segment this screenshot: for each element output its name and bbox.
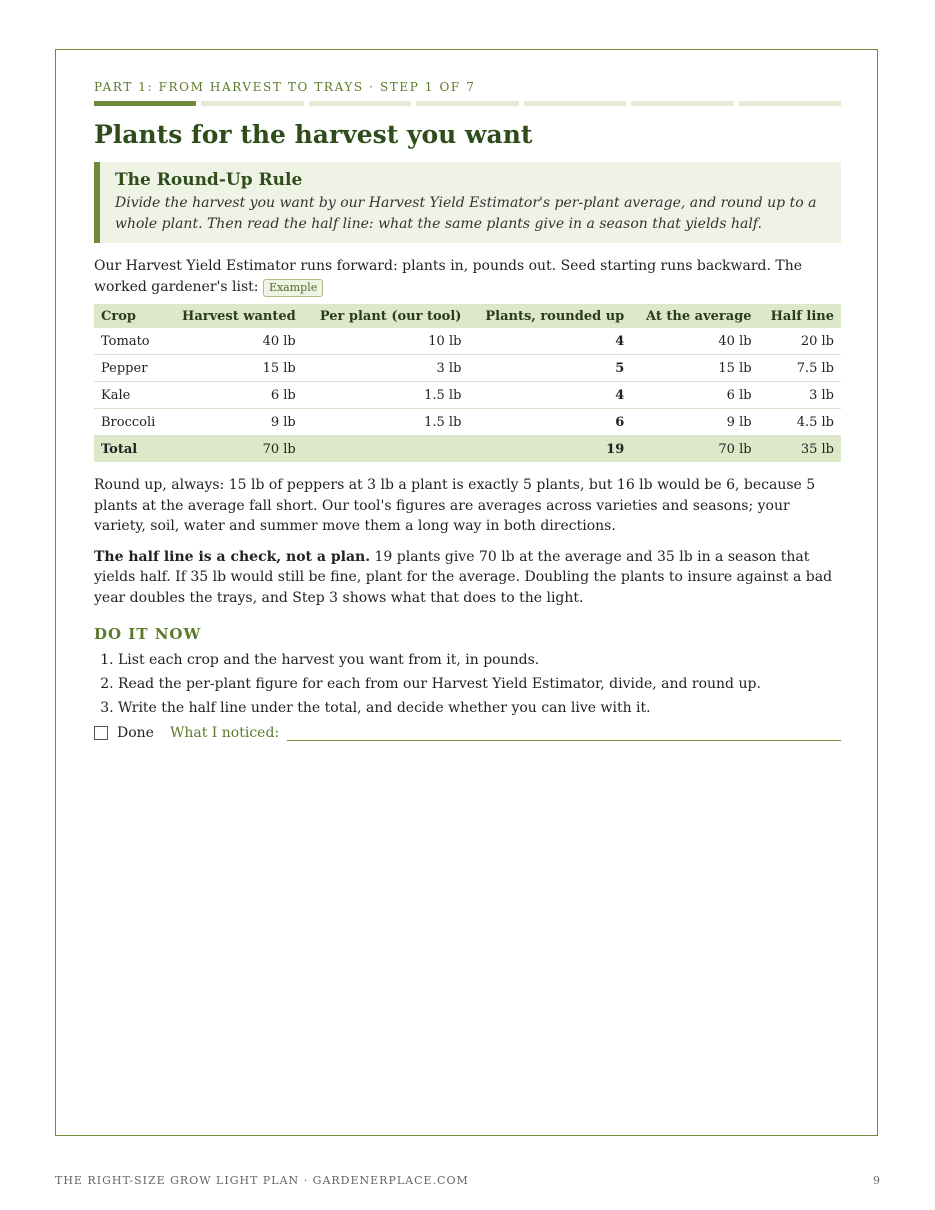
intro-text: Our Harvest Yield Estimator runs forward: plants in, pounds out. Seed starting runs backward. The worked gardener's list: <box>94 258 803 295</box>
table-cell: Kale <box>94 382 167 409</box>
page-content <box>94 80 841 743</box>
table-cell: 40 lb <box>167 328 303 355</box>
half-line-paragraph <box>94 547 841 609</box>
col-header-crop: Crop <box>94 304 167 328</box>
progress-segment-4 <box>416 101 518 106</box>
table-cell: 40 lb <box>631 328 758 355</box>
col-header-per-plant: Per plant (our tool) <box>303 304 469 328</box>
progress-segment-5 <box>524 101 626 106</box>
table-cell: 7.5 lb <box>759 355 841 382</box>
page-frame <box>55 49 878 1136</box>
do-it-now-list <box>94 650 841 718</box>
example-badge: Example <box>263 279 323 297</box>
progress-segment-6 <box>631 101 733 106</box>
progress-segment-1 <box>94 101 196 106</box>
table-cell: 3 lb <box>759 382 841 409</box>
progress-segment-2 <box>201 101 303 106</box>
table-cell: 5 <box>468 355 631 382</box>
done-row <box>94 723 841 743</box>
table-cell: 20 lb <box>759 328 841 355</box>
table-cell: 9 lb <box>167 409 303 436</box>
table-cell: 15 lb <box>167 355 303 382</box>
table-cell: 4.5 lb <box>759 409 841 436</box>
list-item: 3. Write the half line under the total, and decide whether you can live with it. <box>118 698 841 718</box>
round-up-paragraph: Round up, always: 15 lb of peppers at 3 lb a plant is exactly 5 plants, but 16 lb would be 6, because 5 plants at the average fall short. Our tool's figures are averages across varieties and seasons; your variety, soil, water and summer move them a long way in both directions. <box>94 477 816 534</box>
table-cell: 3 lb <box>303 355 469 382</box>
rule-callout <box>94 162 841 243</box>
total-per-plant <box>303 436 469 463</box>
done-label: Done <box>117 725 154 741</box>
table-row <box>94 382 841 409</box>
list-item: 1. List each crop and the harvest you want from it, in pounds. <box>118 650 841 670</box>
table-row <box>94 409 841 436</box>
page-number: 9 <box>873 1174 880 1187</box>
table-cell: 10 lb <box>303 328 469 355</box>
total-plants: 19 <box>468 436 631 463</box>
col-header-half-line: Half line <box>759 304 841 328</box>
half-line-lead: The half line is a check, not a plan. <box>94 548 371 565</box>
list-item: 2. Read the per-plant figure for each from our Harvest Yield Estimator, divide, and round up. <box>118 674 841 694</box>
table-cell: Pepper <box>94 355 167 382</box>
total-label: Total <box>94 436 167 463</box>
table-cell: Tomato <box>94 328 167 355</box>
table-cell: 1.5 lb <box>303 382 469 409</box>
half-line-text: 19 plants give 70 lb at the average and 35 lb in a season that yields half. If 35 lb would still be fine, plant for the average. Doubling the plants to insure against a bad year doubles the trays, and Step 3 shows what that does to the light. <box>94 548 833 606</box>
table-cell: 1.5 lb <box>303 409 469 436</box>
footer-title: THE RIGHT-SIZE GROW LIGHT PLAN · GARDENERPLACE.COM <box>55 1174 469 1187</box>
table-cell: 4 <box>468 328 631 355</box>
col-header-harvest-wanted: Harvest wanted <box>167 304 303 328</box>
table-cell: 4 <box>468 382 631 409</box>
table-cell: 6 lb <box>167 382 303 409</box>
intro-paragraph <box>94 256 841 297</box>
noticed-input-line[interactable] <box>287 740 841 741</box>
harvest-table <box>94 304 841 462</box>
col-header-plants-rounded: Plants, rounded up <box>468 304 631 328</box>
table-cell: 6 <box>468 409 631 436</box>
page-title: Plants for the harvest you want <box>94 120 533 149</box>
table-cell: 6 lb <box>631 382 758 409</box>
progress-segment-7 <box>739 101 841 106</box>
table-total-row <box>94 436 841 463</box>
do-it-now-heading: DO IT NOW <box>94 625 202 643</box>
done-checkbox[interactable] <box>94 726 108 740</box>
progress-segment-3 <box>309 101 411 106</box>
step-progress-bar <box>94 101 841 106</box>
total-half-line: 35 lb <box>759 436 841 463</box>
table-cell: 15 lb <box>631 355 758 382</box>
noticed-label: What I noticed: <box>169 725 280 741</box>
table-row <box>94 328 841 355</box>
table-cell: Broccoli <box>94 409 167 436</box>
col-header-at-average: At the average <box>631 304 758 328</box>
rule-text: Divide the harvest you want by our Harvest Yield Estimator's per-plant average, and round up to a whole plant. Then read the half line: what the same plants give in a season that yields half. <box>115 195 817 232</box>
table-row <box>94 355 841 382</box>
step-label: PART 1: FROM HARVEST TO TRAYS · STEP 1 OF 7 <box>94 80 476 94</box>
rule-title: The Round-Up Rule <box>115 170 303 190</box>
table-header-row <box>94 304 841 328</box>
total-at-average: 70 lb <box>631 436 758 463</box>
table-cell: 9 lb <box>631 409 758 436</box>
total-harvest-wanted: 70 lb <box>167 436 303 463</box>
